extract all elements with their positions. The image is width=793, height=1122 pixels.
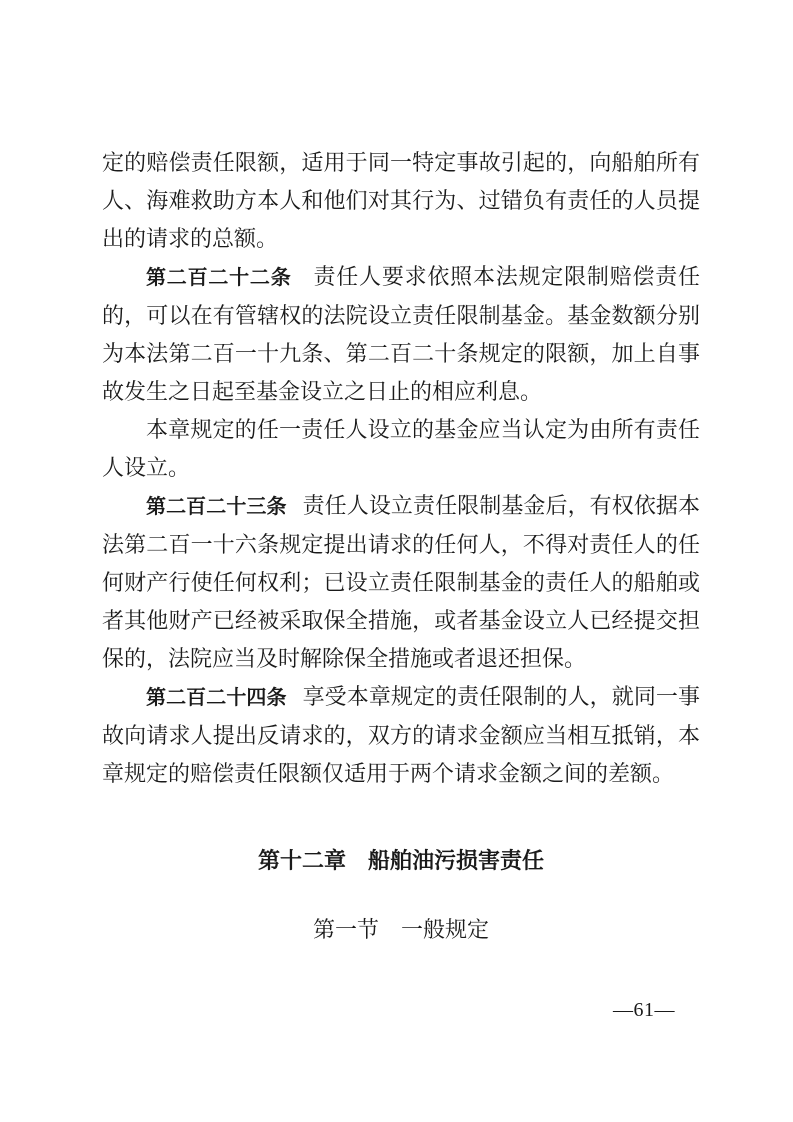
- paragraph-text: 定的赔偿责任限额，适用于同一特定事故引起的，向船舶所有人、海难救助方本人和他们对其行为、过错负有责任的人员提出的请求的总额。: [102, 150, 700, 251]
- paragraph-article-222: [102, 258, 700, 411]
- paragraph-article-223: [102, 487, 700, 678]
- paragraph-text: 责任人要求依照本法规定限制赔偿责任的，可以在有管辖权的法院设立责任限制基金。基金数额分别为本法第二百一十九条、第二百二十条规定的限额，加上自事故发生之日起至基金设立之日止的相应利息。: [102, 264, 700, 404]
- article-number: 第二百二十二条: [146, 267, 292, 289]
- article-number: 第二百二十三条: [146, 496, 287, 518]
- article-number: 第二百二十四条: [146, 687, 287, 709]
- chapter-heading: 第十二章 船舶油污损害责任: [257, 848, 544, 873]
- paragraph-text: 享受本章规定的责任限制的人，就同一事故向请求人提出反请求的，双方的请求金额应当相互抵销，本章规定的赔偿责任限额仅适用于两个请求金额之间的差额。: [102, 684, 701, 786]
- document-body: [102, 144, 700, 949]
- section-heading: 第一节 一般规定: [312, 917, 489, 942]
- paragraph-text: 责任人设立责任限制基金后，有权依据本法第二百一十六条规定提出请求的任何人，不得对责任人的任何财产行使任何权利；已设立责任限制基金的责任人的船舶或者其他财产已经被采取保全措施，或者基金设立人已经提交担保的，法院应当及时解除保全措施或者退还担保。: [102, 493, 701, 671]
- paragraph-fund-deemed: [102, 411, 700, 487]
- paragraph-text: 本章规定的任一责任人设立的基金应当认定为由所有责任人设立。: [102, 417, 700, 480]
- paragraph-article-224: [102, 678, 700, 793]
- page-number: —61—: [613, 999, 675, 1021]
- paragraph-continuation: [102, 144, 700, 258]
